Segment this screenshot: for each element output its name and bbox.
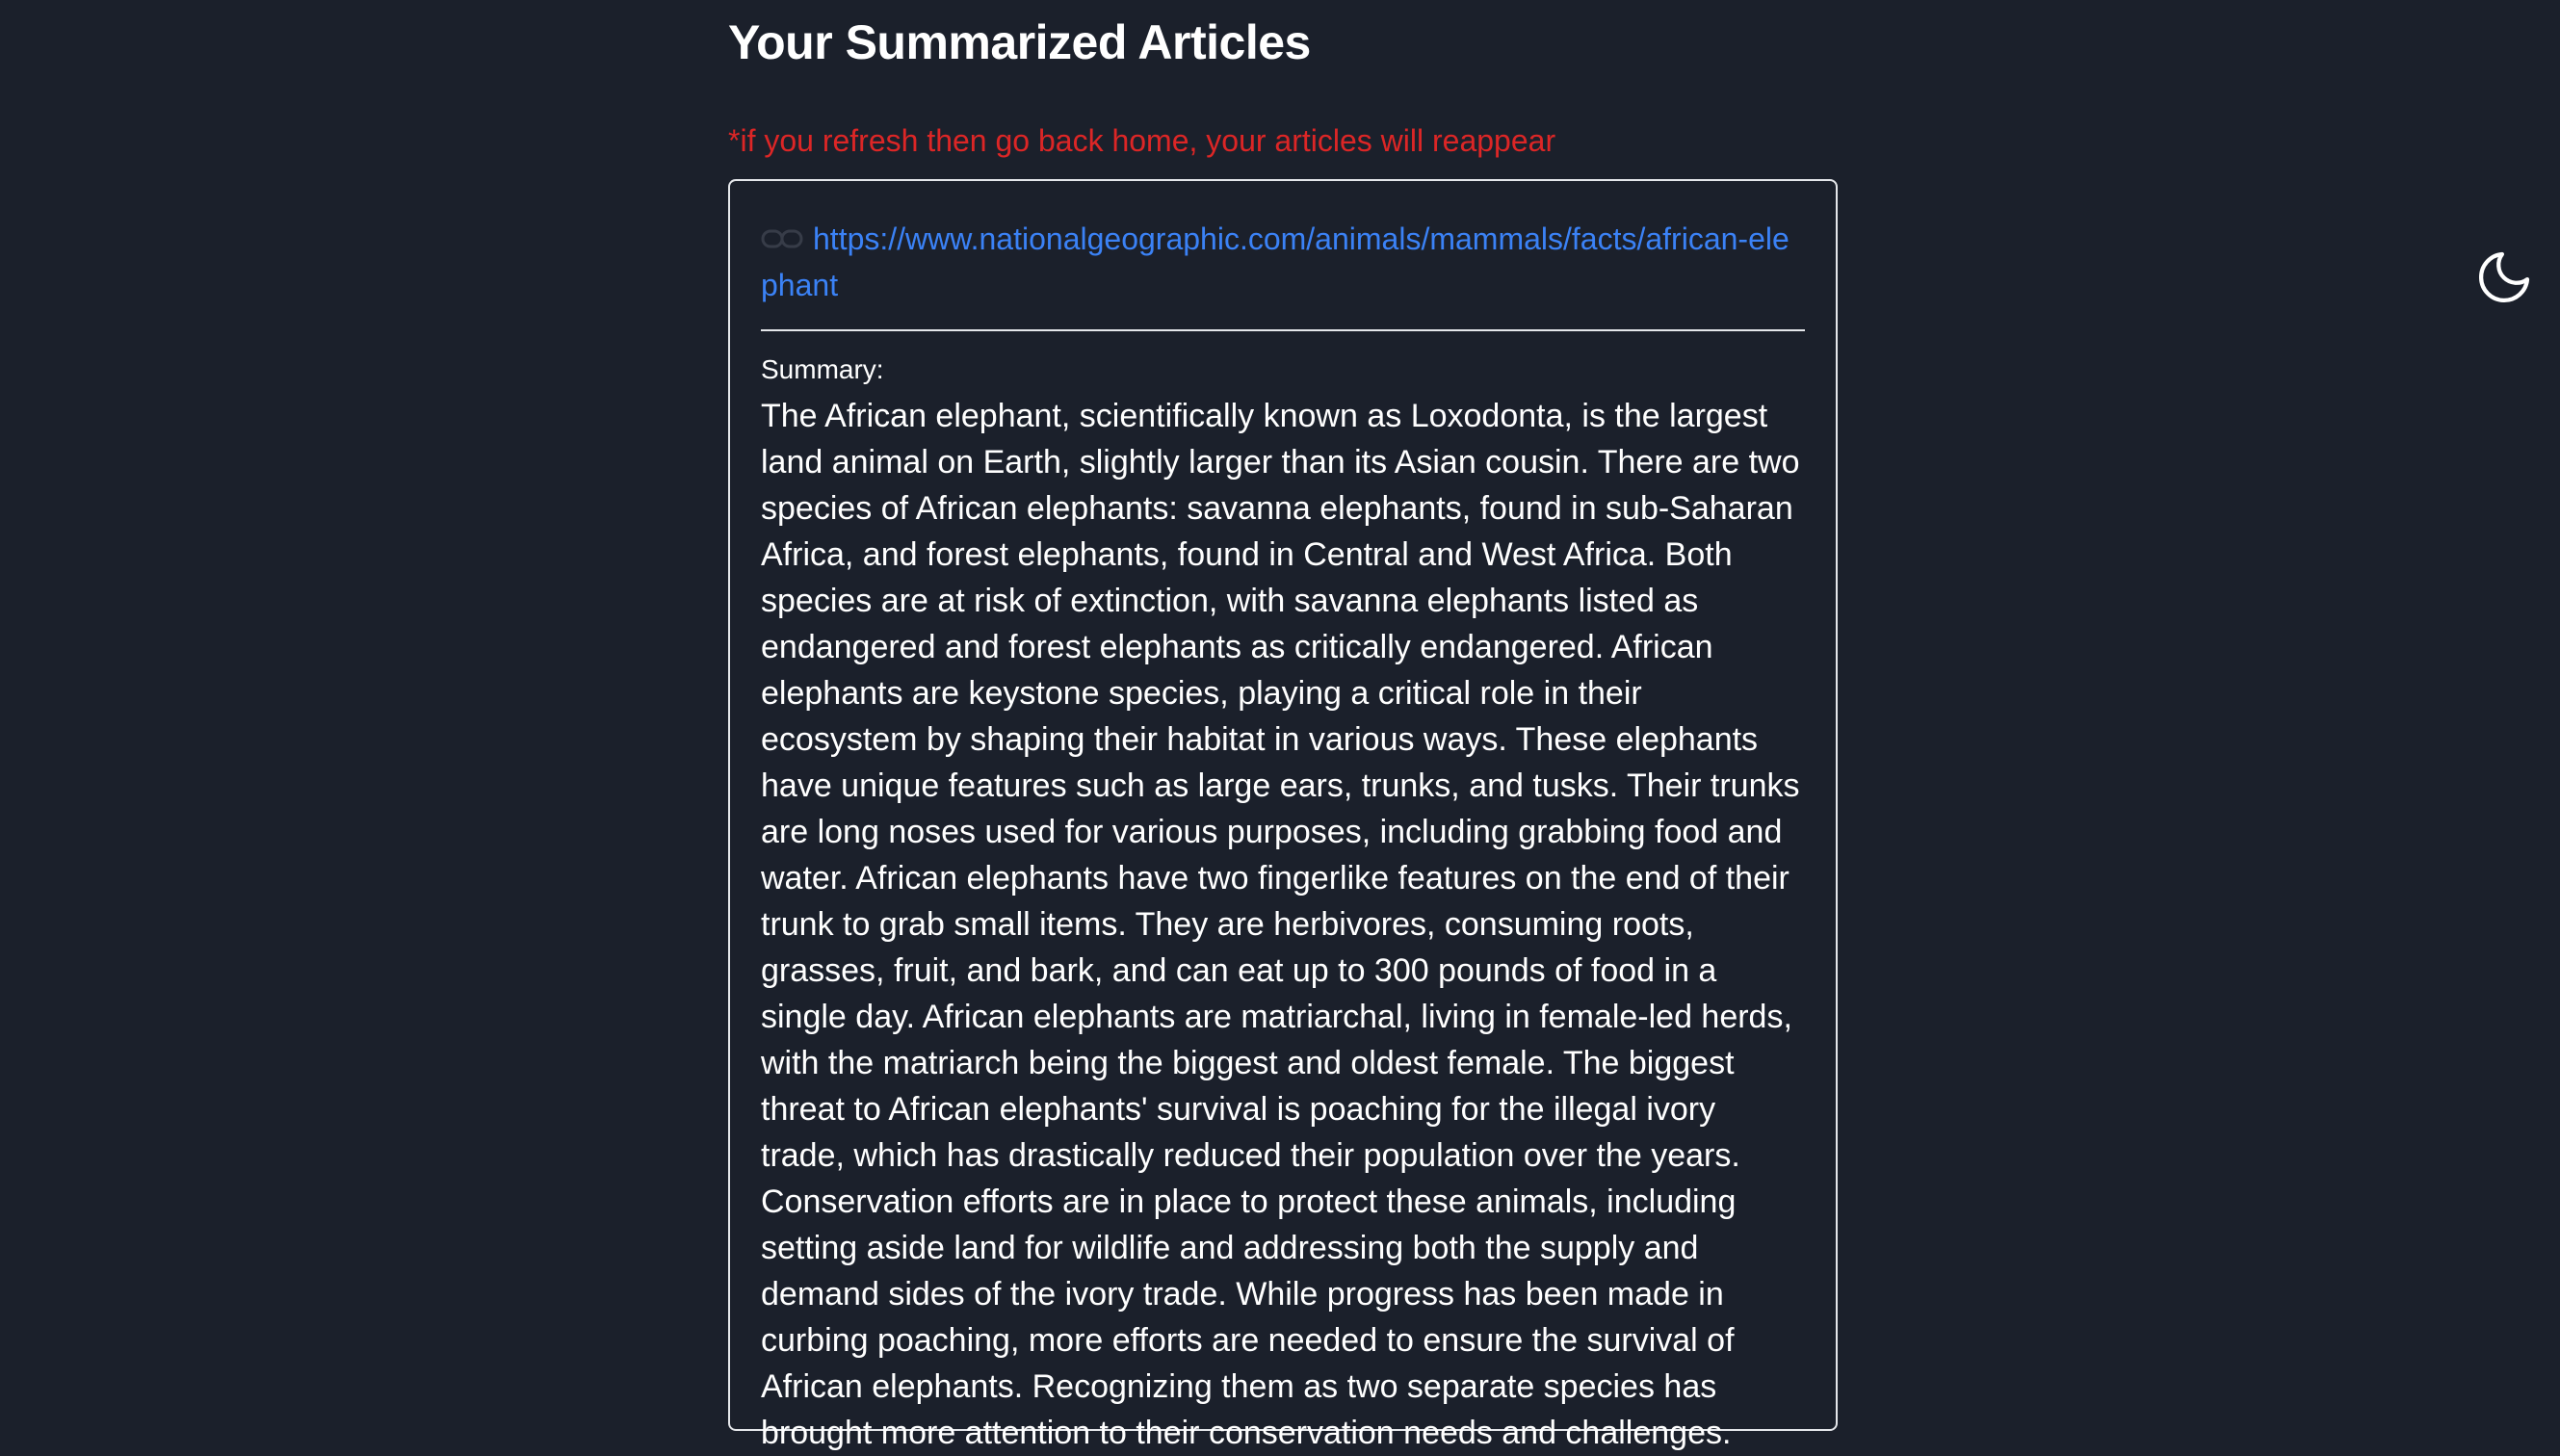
page-title: Your Summarized Articles <box>728 15 1311 69</box>
refresh-warning: *if you refresh then go back home, your articles will reappear <box>728 123 1556 158</box>
article-card <box>728 179 1838 1451</box>
article-link-row <box>761 216 1805 308</box>
summary-label: Summary: <box>761 354 884 384</box>
article-link[interactable]: https://www.nationalgeographic.com/animals/mammals/facts/african-elephant <box>761 221 1789 302</box>
link-icon <box>761 225 803 252</box>
moon-icon <box>2473 247 2535 308</box>
divider <box>761 329 1805 331</box>
summary-text: The African elephant, scientifically known as Loxodonta, is the largest land animal on Earth, slightly larger than its Asian cousin. There are two species of African elephants: savanna elephants, found in sub-Saharan Africa, and forest elephants, found in Central and West Africa. Both species are at risk of extinction, with savanna elephants listed as endangered and forest elephants as critically endangered. African elephants are keystone species, playing a critical role in their ecosystem by shaping their habitat in various ways. These elephants have unique features such as large ears, trunks, and tusks. Their trunks are long noses used for various purposes, including grabbing food and water. African elephants have two fingerlike features on the end of their trunk to grab small items. They are herbivores, consuming roots, grasses, fruit, and bark, and can eat up to 300 pounds of food in a single day. African elephants are matriarchal, living in female-led herds, with the matriarch being the biggest and oldest female. The biggest threat to African elephants' survival is poaching for the illegal ivory trade, which has drastically reduced their population over the years. Conservation efforts are in place to protect these animals, including setting aside land for wildlife and addressing both the supply and demand sides of the ivory trade. While progress has been made in curbing poaching, more efforts are needed to ensure the survival of African elephants. Recognizing them as two separate species has brought more attention to their conservation needs and challenges. <box>761 398 1800 1451</box>
theme-toggle-button[interactable] <box>2473 247 2535 308</box>
